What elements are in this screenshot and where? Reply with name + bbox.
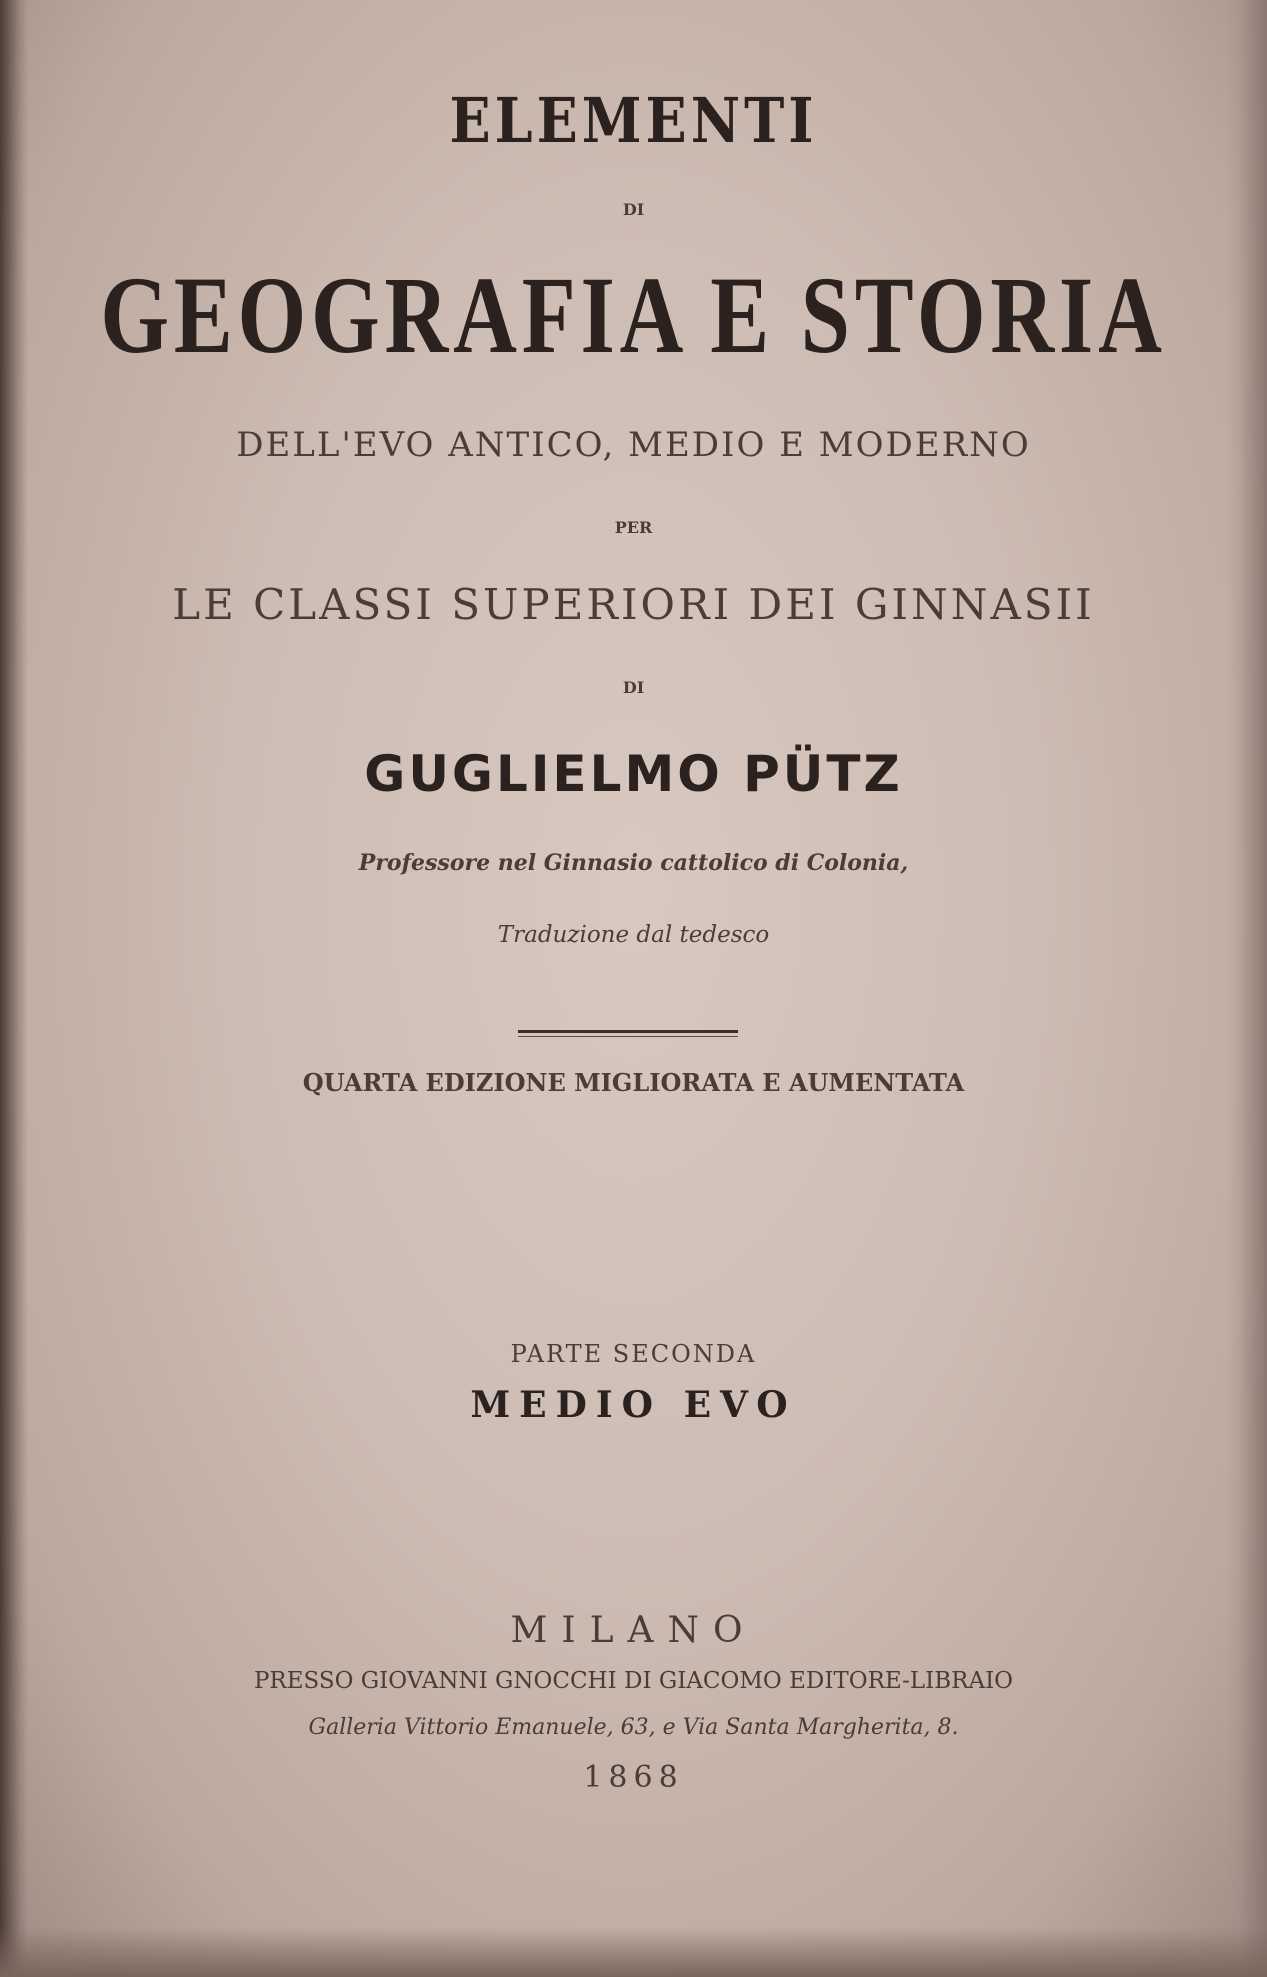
publisher-address: Galleria Vittorio Emanuele, 63, e Via Santa Margherita, 8. [308,1715,959,1740]
connector-di-2: DI [622,678,645,697]
publication-year: 1868 [583,1760,684,1795]
translation-note: Traduzione dal tedesco [497,922,770,948]
publisher: PRESSO GIOVANNI GNOCCHI DI GIACOMO EDITORE-LIBRAIO [253,1668,1014,1694]
part-number: PARTE SECONDA [510,1340,757,1368]
main-title: GEOGRAFIA E STORIA [100,253,1167,377]
connector-per: PER [614,518,653,537]
heading-elementi: ELEMENTI [449,83,818,157]
edition-line: QUARTA EDIZIONE MIGLIORATA E AUMENTATA [302,1068,965,1097]
divider-rule [518,1030,738,1033]
audience-line: LE CLASSI SUPERIORI DEI GINNASII [172,580,1095,629]
subtitle-eras: DELL'EVO ANTICO, MEDIO E MODERNO [236,425,1031,465]
page-edge-bottom [0,1927,1267,1977]
connector-di-1: DI [622,200,645,219]
city: MILANO [510,1610,757,1651]
author-affiliation: Professore nel Ginnasio cattolico di Colonia, [358,850,909,876]
author-name: GUGLIELMO PÜTZ [364,745,903,803]
divider-rule-thin [518,1036,738,1037]
part-title: MEDIO EVO [470,1384,797,1426]
